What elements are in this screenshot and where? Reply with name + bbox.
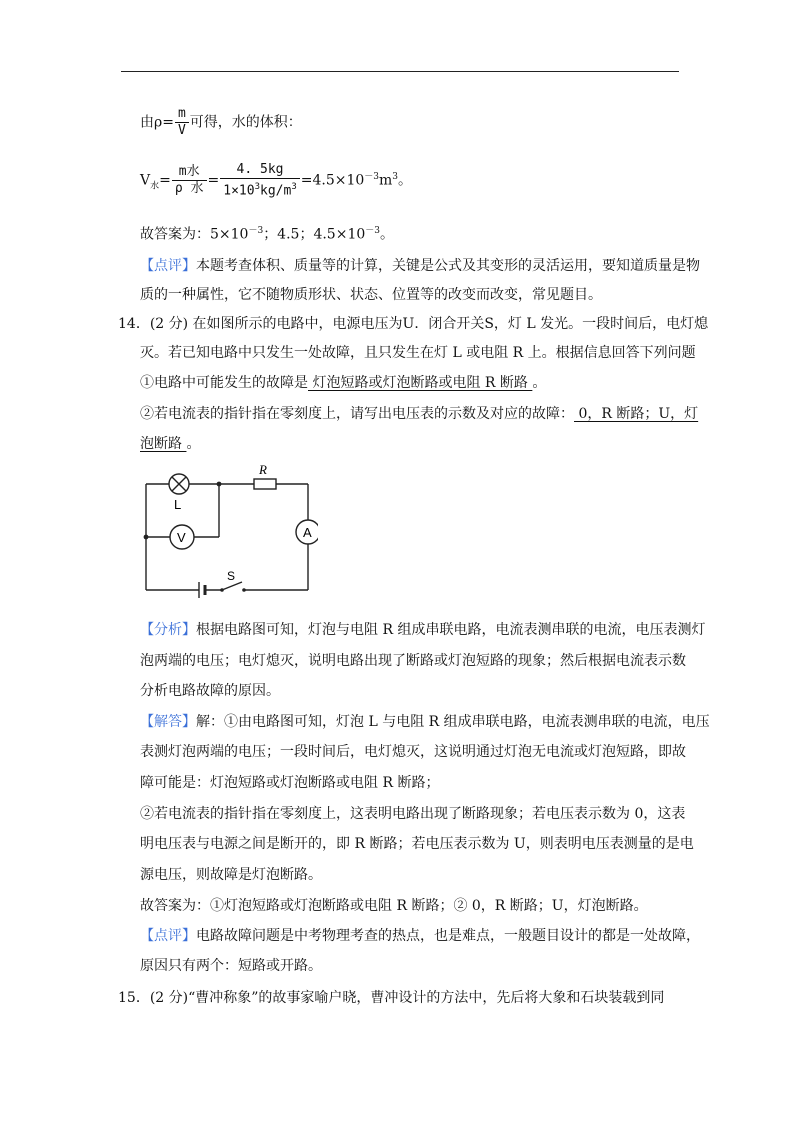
review-text: 电路故障问题是中考物理考查的热点，也是难点，一般题目设计的都是一处故障， — [196, 928, 700, 944]
ammeter-icon — [296, 520, 318, 544]
answer-text: ；4.5；4.5×10 — [263, 226, 366, 243]
voltmeter-icon — [170, 525, 194, 549]
volume-formula — [140, 162, 412, 199]
solution-line6: 源电压，则故障是灯泡断路。 — [140, 867, 322, 883]
lamp-icon — [169, 474, 189, 494]
review-tag: 【点评】 — [140, 258, 196, 274]
fraction-numerator: m — [177, 106, 186, 121]
fraction-numerator: 4. 5kg — [236, 162, 284, 177]
formula-exponent: 3 — [291, 182, 297, 192]
fraction-denominator — [220, 178, 299, 199]
formula-exponent: －3 — [364, 172, 380, 183]
formula-subscript: 水 — [150, 181, 160, 192]
question-14-sub2-cont — [140, 434, 200, 454]
question-text: ②若电流表的指针指在零刻度上，请写出电压表的示数及对应的故障： — [140, 406, 574, 422]
question-14-sub2 — [140, 404, 698, 424]
formula-text: V — [140, 172, 151, 189]
formula-text: =4.5×10 — [300, 172, 365, 189]
answer-text: 。 — [380, 226, 394, 243]
junction-dot — [217, 482, 222, 487]
solution-line4: ②若电流表的指针指在零刻度上，这表明电路出现了断路现象；若电压表示数为 0，这表 — [140, 806, 686, 822]
analysis-line3: 分析电路故障的原因。 — [140, 683, 280, 699]
switch-label: S — [227, 569, 236, 583]
analysis-text: 根据电路图可知，灯泡与电阻 R 组成串联电路，电流表测串联的电流，电压表测灯 — [196, 622, 706, 638]
analysis-line1 — [140, 620, 705, 640]
fraction-m-over-v — [175, 106, 189, 139]
question-14-line1: 14．(2 分) 在如图所示的电路中，电源电压为U．闭合开关S，灯 L 发光。一段时间后，电灯熄 — [118, 316, 709, 332]
junction-dot — [144, 535, 149, 540]
review-13-line1 — [140, 256, 700, 276]
formula-text: m — [379, 172, 393, 189]
solution-text: 解：①由电路图可知，灯泡 L 与电阻 R 组成串联电路，电流表测串联的电流，电压 — [196, 714, 710, 730]
formula-text: 。 — [398, 172, 413, 189]
solution-answer: 故答案为：①灯泡短路或灯泡断路或电阻 R 断路；② 0，R 断路；U，灯泡断路。 — [140, 898, 648, 914]
fill-in-answer: 泡断路 — [140, 436, 187, 452]
formula-text: 1×10 — [223, 183, 255, 199]
review-14-line1 — [140, 926, 700, 946]
header-rule — [121, 71, 679, 72]
circuit-diagram — [138, 462, 318, 598]
review-tag: 【点评】 — [140, 928, 196, 944]
formula-text: kg/m — [260, 183, 292, 199]
answer-13 — [140, 221, 394, 245]
ammeter-label: A — [303, 525, 312, 540]
analysis-line2: 泡两端的电压；电灯熄灭，说明电路出现了断路或灯泡短路的现象；然后根据电流表示数 — [140, 653, 686, 669]
battery-icon — [199, 582, 205, 598]
formula-text: = — [207, 172, 220, 189]
answer-exponent: －3 — [365, 226, 380, 236]
formula-text: 由ρ= — [140, 114, 174, 131]
solution-line2: 表测灯泡两端的电压；一段时间后，电灯熄灭，这说明通过灯泡无电流或灯泡短路，即故 — [140, 744, 686, 760]
formula-text: = — [159, 172, 171, 189]
fraction-values — [220, 162, 299, 199]
formula-exponent: 3 — [254, 182, 260, 192]
solution-line5: 明电压表与电源之间是断开的，即 R 断路；若电压表示数为 U，则表明电压表测量的是电 — [140, 836, 694, 852]
fraction-denominator: ρ 水 — [172, 180, 207, 197]
solution-line3: 障可能是：灯泡短路或灯泡断路或电阻 R 断路； — [140, 775, 440, 791]
analysis-tag: 【分析】 — [140, 622, 196, 638]
resistor-icon — [254, 479, 276, 489]
question-14-sub1 — [140, 373, 546, 393]
solution-line1 — [140, 712, 710, 732]
question-text: ①电路中可能发生的故障是 — [140, 375, 308, 391]
question-15-line1: 15．(2 分)“曹冲称象”的故事家喻户晓，曹冲设计的方法中，先后将大象和石块装载到同 — [118, 990, 665, 1006]
fill-in-answer: 灯泡短路或灯泡断路或电阻 R 断路 — [308, 375, 533, 391]
question-text: 。 — [186, 436, 201, 452]
review-text: 本题考查体积、质量等的计算，关键是公式及其变形的灵活运用，要知道质量是物 — [196, 258, 700, 274]
question-14-line2: 灭。若已知电路中只发生一处故障，且只发生在灯 L 或电阻 R 上。根据信息回答下列问题 — [140, 345, 696, 361]
review-14-line2: 原因只有两个：短路或开路。 — [140, 958, 322, 974]
formula-exponent: 3 — [392, 172, 399, 183]
review-13-line2: 质的一种属性，它不随物质形状、状态、位置等的改变而改变，常见题目。 — [140, 287, 602, 303]
answer-text: 故答案为：5×10 — [140, 226, 249, 243]
resistor-label: R — [259, 462, 267, 477]
answer-exponent: －3 — [248, 226, 264, 236]
switch-icon — [220, 582, 246, 592]
voltmeter-label: V — [177, 530, 186, 545]
fraction-mass-over-density — [172, 164, 207, 197]
density-formula — [140, 106, 302, 139]
lamp-label: L — [174, 497, 182, 512]
fill-in-answer: 0，R 断路；U，灯 — [574, 406, 699, 422]
fraction-denominator: V — [175, 122, 189, 139]
formula-text: 可得，水的体积： — [189, 114, 302, 131]
solution-tag: 【解答】 — [140, 714, 196, 730]
question-text: 。 — [532, 375, 547, 391]
fraction-numerator: m水 — [178, 164, 200, 180]
